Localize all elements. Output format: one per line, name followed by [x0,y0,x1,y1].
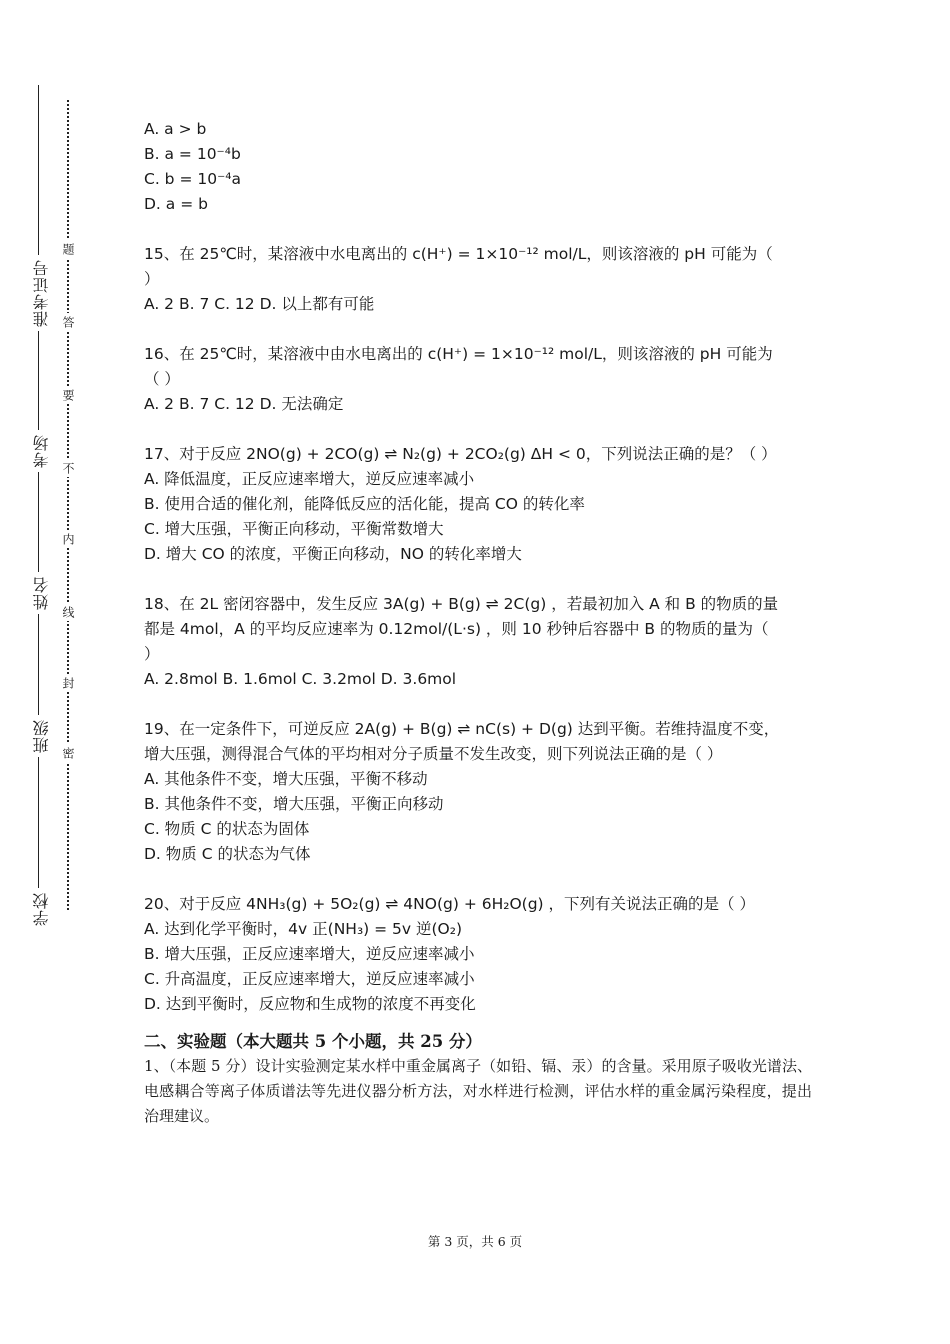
binding-margin [0,0,120,1344]
option: A. a > b [144,120,207,138]
class-label: 班级 [30,715,53,757]
experiment-question-1: 1、（本题 5 分）设计实验测定某水样中重金属离子（如铅、镉、汞）的含量。采用原子吸收光谱法、电感耦合等离子体质谱法等先进仪器分析方法，对水样进行检测，评估水样的重金属污染程度，提出治理建议。 [144,1057,812,1125]
seal-char: 内 [60,530,77,548]
question-stem: 19、在一定条件下，可逆反应 2A(g) + B(g) ⇌ nC(s) + D(g) 达到平衡。若维持温度不变， [144,720,780,738]
seal-char: 题 [60,240,77,258]
question-stem: 增大压强，测得混合气体的平均相对分子质量不发生改变，则下列说法正确的是（ ） [144,745,723,763]
section-title: 二、实验题（本大题共 5 个小题，共 25 分） [144,1032,482,1051]
question-stem-end: ） [144,645,160,663]
option: A. 降低温度，正反应速率增大，逆反应速率减小 [144,470,475,488]
option: B. 使用合适的催化剂，能降低反应的活化能，提高 CO 的转化率 [144,495,585,513]
question-stem-end: （ ） [144,370,180,388]
option: B. a = 10⁻⁴b [144,145,241,163]
option: C. 增大压强，平衡正向移动，平衡常数增大 [144,520,444,538]
exam-room-label: 考场 [30,430,53,472]
question-15 [144,242,812,317]
page-footer: 第 3 页，共 6 页 [427,1234,523,1249]
seal-char: 线 [60,603,77,621]
option: A. 其他条件不变，增大压强，平衡不移动 [144,770,428,788]
exam-number-label: 准考证号 [30,255,53,331]
option: D. 物质 C 的状态为气体 [144,845,311,863]
question-20 [144,892,812,1017]
seal-dotted-line [67,100,69,910]
question-stem: 18、在 2L 密闭容器中，发生反应 3A(g) + B(g) ⇌ 2C(g) ，若最初加入 A 和 B 的物质的量 [144,595,779,613]
binding-solid-line [38,85,39,930]
question-options: A. 2 B. 7 C. 12 D. 以上都有可能 [144,295,375,313]
question-14-options [144,117,812,217]
question-stem: 15、在 25℃时，某溶液中水电离出的 c(H⁺) = 1×10⁻¹² mol/L，则该溶液的 pH 可能为（ [144,245,773,263]
question-stem: 17、对于反应 2NO(g) + 2CO(g) ⇌ N₂(g) + 2CO₂(g) ΔH < 0，下列说法正确的是？（ ） [144,445,777,463]
option: D. 达到平衡时，反应物和生成物的浓度不再变化 [144,995,476,1013]
question-options: A. 2 B. 7 C. 12 D. 无法确定 [144,395,344,413]
question-19 [144,717,812,867]
school-label: 学校 [30,888,53,930]
option: D. a = b [144,195,208,213]
name-label: 姓名 [30,572,53,614]
option: C. 物质 C 的状态为固体 [144,820,310,838]
option: B. 其他条件不变，增大压强，平衡正向移动 [144,795,444,813]
option: A. 达到化学平衡时，4v 正(NH₃) = 5v 逆(O₂) [144,920,463,938]
page-content [144,117,812,1129]
seal-char: 不 [60,459,77,477]
seal-char: 封 [60,674,77,692]
option: D. 增大 CO 的浓度，平衡正向移动，NO 的转化率增大 [144,545,522,563]
question-16 [144,342,812,417]
seal-char: 答 [60,313,77,331]
option: C. 升高温度，正反应速率增大，逆反应速率减小 [144,970,475,988]
question-stem: 都是 4mol，A 的平均反应速率为 0.12mol/(L·s) ，则 10 秒钟后容器中 B 的物质的量为（ [144,620,769,638]
question-stem-end: ） [144,270,160,288]
question-stem: 20、对于反应 4NH₃(g) + 5O₂(g) ⇌ 4NO(g) + 6H₂O(g) ，下列有关说法正确的是（ ） [144,895,755,913]
seal-char: 密 [60,744,77,762]
question-18 [144,592,812,692]
option: C. b = 10⁻⁴a [144,170,241,188]
seal-char: 要 [60,386,77,404]
question-options: A. 2.8mol B. 1.6mol C. 3.2mol D. 3.6mol [144,670,457,688]
question-stem: 16、在 25℃时，某溶液中由水电离出的 c(H⁺) = 1×10⁻¹² mol/L，则该溶液的 pH 可能为 [144,345,773,363]
option: B. 增大压强，正反应速率增大，逆反应速率减小 [144,945,475,963]
question-17 [144,442,812,567]
